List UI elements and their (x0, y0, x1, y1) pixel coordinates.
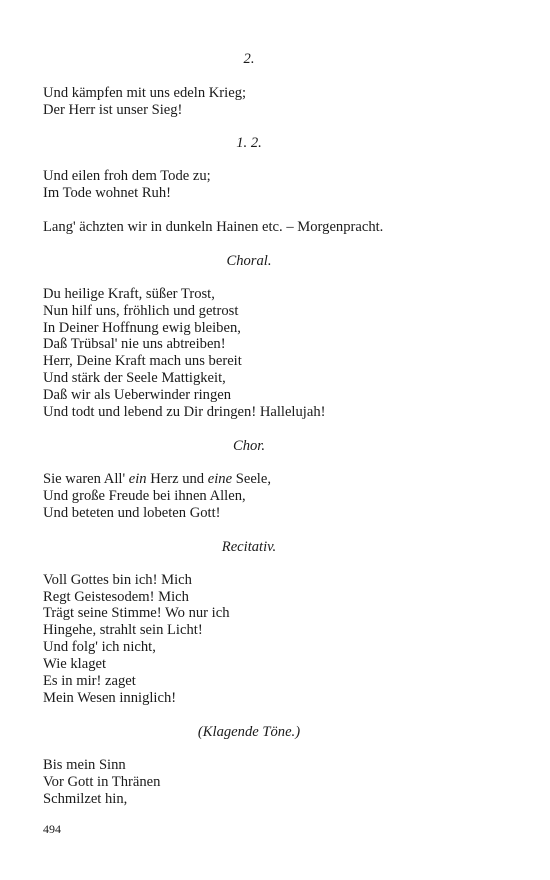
text-line: Schmilzet hin, (43, 791, 128, 807)
text-line: Und beteten und lobeten Gott! (43, 505, 221, 521)
text-line: Trägt seine Stimme! Wo nur ich (43, 605, 230, 621)
text-line: Regt Geistesodem! Mich (43, 589, 189, 605)
text-line: Und todt und lebend zu Dir dringen! Hallelujah! (43, 404, 326, 420)
text-line: Mein Wesen inniglich! (43, 690, 177, 706)
text-span: Sie waren All' (43, 471, 129, 487)
emphasis: ein (128, 471, 147, 487)
text-line: Wie klaget (43, 656, 107, 672)
text-line: Voll Gottes bin ich! Mich (43, 572, 192, 588)
heading-choral: Choral. (226, 253, 272, 269)
text-line: Und folg' ich nicht, (43, 639, 156, 655)
text-line: Daß Trübsal' nie uns abtreiben! (43, 336, 226, 352)
text-line: Und eilen froh dem Tode zu; (43, 168, 211, 184)
note-line: Lang' ächzten wir in dunkeln Hainen etc. – Morgenpracht. (43, 219, 384, 235)
text-line: Bis mein Sinn (43, 757, 126, 773)
text-line: In Deiner Hoffnung ewig bleiben, (43, 320, 241, 336)
text-line: Du heilige Kraft, süßer Trost, (43, 286, 215, 302)
text-line: Im Tode wohnet Ruh! (43, 185, 172, 201)
text-line: Herr, Deine Kraft mach uns bereit (43, 353, 242, 369)
heading-recitativ: Recitativ. (221, 539, 277, 555)
emphasis: eine (207, 471, 233, 487)
heading-1-2: 1. 2. (236, 135, 262, 151)
text-line: Vor Gott in Thränen (43, 774, 161, 790)
text-line: Und große Freude bei ihnen Allen, (43, 488, 246, 504)
text-line: Der Herr ist unser Sieg! (43, 102, 183, 118)
heading-chor: Chor. (232, 438, 266, 454)
text-line (43, 471, 271, 488)
heading-2: 2. (243, 51, 255, 67)
text-line: Es in mir! zaget (43, 673, 136, 689)
text-line: Nun hilf uns, fröhlich und getrost (43, 303, 239, 319)
heading-klagende-toene: (Klagende Töne.) (197, 724, 301, 740)
text-line: Hingehe, strahlt sein Licht! (43, 622, 203, 638)
text-span: Seele, (232, 471, 271, 487)
text-line: Daß wir als Ueberwinder ringen (43, 387, 232, 403)
text-line: Und kämpfen mit uns edeln Krieg; (43, 85, 247, 101)
text-span: Herz und (146, 471, 208, 487)
page-number: 494 (43, 822, 61, 836)
text-line: Und stärk der Seele Mattigkeit, (43, 370, 226, 386)
